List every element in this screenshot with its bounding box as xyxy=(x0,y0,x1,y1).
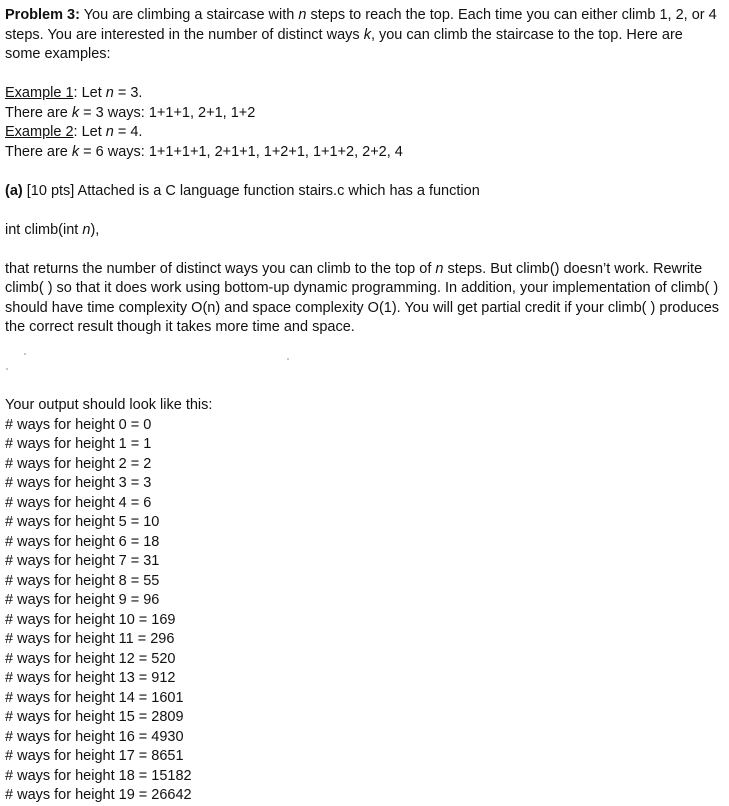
task-description xyxy=(5,260,721,338)
description-var: n xyxy=(435,260,444,277)
part-a-label: (a) xyxy=(5,182,23,199)
expected-output-list xyxy=(5,416,721,806)
example-1 xyxy=(5,84,721,123)
document-page xyxy=(5,6,721,806)
example-1-ways xyxy=(5,104,721,124)
example-2-ways-prefix: There are xyxy=(5,143,72,160)
spacer xyxy=(5,162,721,182)
output-line: # ways for height 14 = 1601 xyxy=(5,689,184,706)
example-1-var: n xyxy=(105,85,114,101)
problem-statement xyxy=(5,6,721,65)
signature-var: n xyxy=(82,221,91,238)
output-line: # ways for height 17 = 8651 xyxy=(5,748,184,764)
problem-intro-part-c: , you can climb the staircase to the top. Here are some examples: xyxy=(5,26,683,62)
output-line: # ways for height 12 = 520 xyxy=(5,650,176,667)
example-2-let-prefix: : Let xyxy=(73,124,106,140)
part-a-text: [10 pts] Attached is a C language function stairs.c which has a function xyxy=(22,182,480,199)
problem-intro-part-b: steps to reach the top. Each time you can either climb 1, 2, or 4 steps. You are interested in the number of distinct ways xyxy=(5,7,717,43)
example-2-ways xyxy=(5,143,721,163)
output-line: # ways for height 0 = 0 xyxy=(5,416,152,433)
example-2 xyxy=(5,123,721,162)
example-1-ways-prefix: There are xyxy=(5,104,72,121)
example-1-ways-list: = 3 ways: 1+1+1, 2+1, 1+2 xyxy=(79,104,256,121)
part-a-heading xyxy=(5,182,721,202)
scan-speck xyxy=(24,353,26,355)
description-part-b: steps. But climb() doesn’t work. Rewrite climb( ) so that it does work using bottom-up dynamic programming. In addition, your implementation of climb( ) should have time complexity O(n) and space complexity O(1). You will get partial credit if your climb( ) produces the correct result though it takes more time and space. xyxy=(5,260,720,335)
example-1-let-suffix: = 3. xyxy=(113,85,143,101)
example-2-ways-var: k xyxy=(71,143,80,160)
example-1-label: Example 1 xyxy=(5,85,74,101)
spacer xyxy=(5,240,721,260)
example-1-let xyxy=(5,84,721,104)
spacer xyxy=(5,338,721,358)
output-line: # ways for height 19 = 26642 xyxy=(5,787,192,803)
output-line: # ways for height 2 = 2 xyxy=(5,455,152,472)
example-2-let xyxy=(5,123,721,143)
output-line: # ways for height 7 = 31 xyxy=(5,553,160,569)
output-line: # ways for height 15 = 2809 xyxy=(5,709,184,725)
problem-var-k: k xyxy=(363,26,371,43)
function-signature xyxy=(5,221,721,241)
output-line: # ways for height 8 = 55 xyxy=(5,572,160,589)
signature-prefix: int climb(int xyxy=(5,221,83,238)
example-2-label: Example 2 xyxy=(5,124,74,140)
problem-label: Problem 3: xyxy=(5,7,80,23)
output-line: # ways for height 5 = 10 xyxy=(5,514,160,530)
output-line: # ways for height 13 = 912 xyxy=(5,670,176,686)
spacer xyxy=(5,377,721,397)
example-2-let-suffix: = 4. xyxy=(113,124,143,140)
output-line: # ways for height 1 = 1 xyxy=(5,436,152,452)
example-1-ways-var: k xyxy=(71,104,80,121)
example-2-var: n xyxy=(105,124,114,140)
problem-intro-part-a: You are climbing a staircase with xyxy=(79,7,299,23)
problem-var-n: n xyxy=(298,7,307,23)
output-line: # ways for height 9 = 96 xyxy=(5,592,160,608)
output-line: # ways for height 11 = 296 xyxy=(5,631,175,647)
output-line: # ways for height 16 = 4930 xyxy=(5,728,184,745)
example-1-let-prefix: : Let xyxy=(73,85,106,101)
output-line: # ways for height 10 = 169 xyxy=(5,611,176,628)
spacer xyxy=(5,357,721,377)
scan-speck xyxy=(287,358,289,360)
description-part-a: that returns the number of distinct ways you can climb to the top of xyxy=(5,260,436,277)
signature-suffix: ), xyxy=(90,221,100,238)
spacer xyxy=(5,65,721,85)
output-line: # ways for height 4 = 6 xyxy=(5,494,152,511)
example-2-ways-list: = 6 ways: 1+1+1+1, 2+1+1, 1+2+1, 1+1+2, 2+2, 4 xyxy=(79,143,403,160)
output-line: # ways for height 18 = 15182 xyxy=(5,767,192,784)
output-intro: Your output should look like this: xyxy=(5,397,213,413)
spacer xyxy=(5,201,721,221)
output-line: # ways for height 3 = 3 xyxy=(5,475,152,491)
output-line: # ways for height 6 = 18 xyxy=(5,533,160,550)
scan-speck xyxy=(6,368,8,370)
